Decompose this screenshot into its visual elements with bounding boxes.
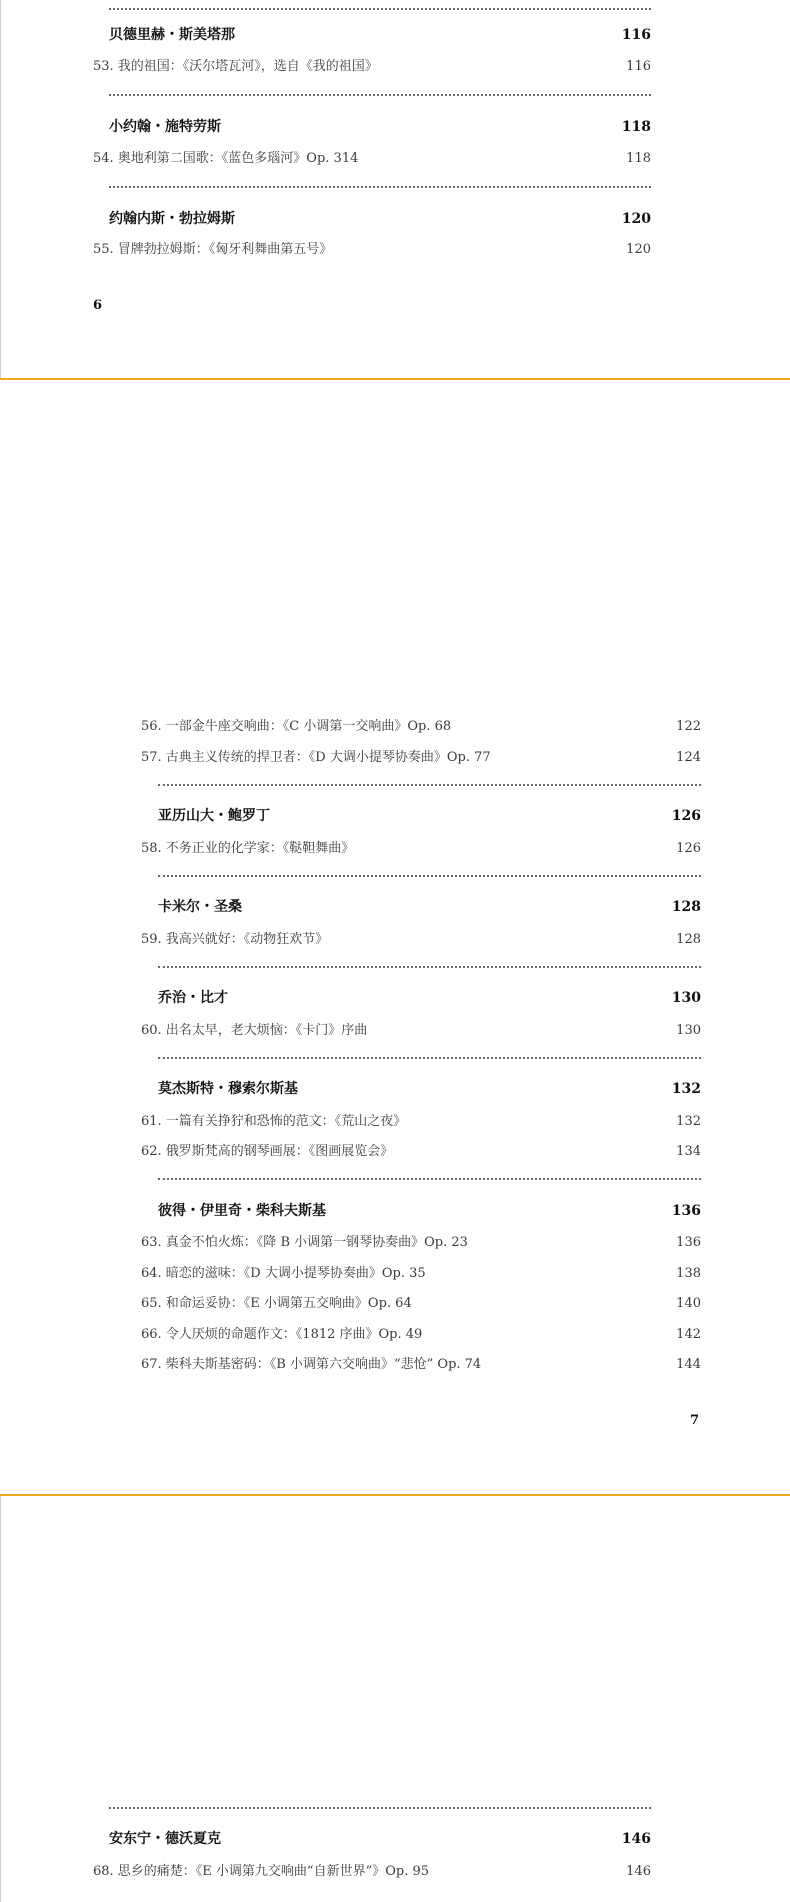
toc-entry — [141, 1323, 701, 1342]
toc-entry — [141, 1262, 701, 1281]
entry-page: 136 — [676, 1235, 701, 1250]
entry-title: 53. 我的祖国：《沃尔塔瓦河》，选自《我的祖国》 — [93, 59, 378, 74]
entry-title: 54. 奥地利第二国歌：《蓝色多瑙河》Op. 314 — [93, 151, 359, 166]
composer-page: 118 — [621, 119, 651, 135]
toc-entry — [141, 1140, 701, 1159]
dotted-separator — [109, 94, 651, 96]
composer-heading — [109, 116, 651, 136]
page-number: 6 — [93, 298, 103, 313]
composer-name: 安东宁・德沃夏克 — [109, 1831, 221, 1847]
entry-page: 144 — [676, 1357, 701, 1372]
entry-title: 59. 我高兴就好：《动物狂欢节》 — [141, 932, 329, 947]
dotted-separator — [158, 966, 701, 968]
composer-heading — [158, 1078, 701, 1098]
page-7 — [0, 380, 790, 1494]
entry-page: 146 — [626, 1864, 651, 1879]
entry-page: 118 — [626, 151, 651, 166]
entry-title: 66. 令人厌烦的命题作文：《1812 序曲》Op. 49 — [141, 1327, 423, 1342]
toc-entry — [141, 1019, 701, 1038]
toc-entry — [93, 147, 651, 166]
toc-entry — [141, 1110, 701, 1129]
page-8 — [0, 1496, 790, 1902]
entry-page: 134 — [676, 1144, 701, 1159]
page-number: 7 — [690, 1413, 700, 1428]
toc-entry — [141, 1292, 701, 1311]
composer-page: 130 — [671, 990, 701, 1006]
entry-page: 138 — [676, 1266, 701, 1281]
entry-title: 63. 真金不怕火炼：《降 B 小调第一钢琴协奏曲》Op. 23 — [141, 1235, 468, 1250]
composer-heading — [109, 208, 651, 228]
entry-page: 142 — [676, 1327, 701, 1342]
entry-title: 55. 冒牌勃拉姆斯：《匈牙利舞曲第五号》 — [93, 242, 333, 257]
entry-title: 58. 不务正业的化学家：《鞑靼舞曲》 — [141, 841, 355, 856]
entry-page: 128 — [676, 932, 701, 947]
entry-title: 67. 柴科夫斯基密码：《B 小调第六交响曲》“悲怆” Op. 74 — [141, 1357, 482, 1372]
composer-name: 贝德里赫・斯美塔那 — [109, 27, 235, 43]
entry-title: 57. 古典主义传统的捍卫者：《D 大调小提琴协奏曲》Op. 77 — [141, 750, 491, 765]
toc-entry — [141, 746, 701, 765]
composer-heading — [109, 24, 651, 44]
toc-entry — [93, 238, 651, 257]
page-6 — [0, 0, 790, 378]
composer-heading — [158, 805, 701, 825]
dotted-separator — [109, 8, 651, 10]
composer-name: 卡米尔・圣桑 — [158, 899, 242, 915]
composer-page: 126 — [671, 808, 701, 824]
composer-name: 彼得・伊里奇・柴科夫斯基 — [158, 1203, 326, 1219]
composer-name: 小约翰・施特劳斯 — [109, 119, 221, 135]
entry-page: 116 — [626, 59, 651, 74]
entry-page: 124 — [676, 750, 701, 765]
entry-page: 126 — [676, 841, 701, 856]
composer-heading — [158, 987, 701, 1007]
entry-page: 120 — [626, 242, 651, 257]
composer-page: 132 — [671, 1081, 701, 1097]
dotted-separator — [158, 1057, 701, 1059]
entry-page: 122 — [676, 719, 701, 734]
dotted-separator — [158, 875, 701, 877]
entry-title: 64. 暗恋的滋味：《D 大调小提琴协奏曲》Op. 35 — [141, 1266, 426, 1281]
composer-name: 莫杰斯特・穆索尔斯基 — [158, 1081, 298, 1097]
entry-page: 140 — [676, 1296, 701, 1311]
composer-page: 116 — [621, 27, 651, 43]
composer-name: 乔治・比才 — [158, 990, 228, 1006]
dotted-separator — [158, 784, 701, 786]
dotted-separator — [109, 1807, 651, 1809]
toc-entry — [141, 928, 701, 947]
composer-page: 128 — [671, 899, 701, 915]
entry-page: 130 — [676, 1023, 701, 1038]
composer-page: 146 — [621, 1831, 651, 1847]
entry-title: 68. 思乡的痛楚：《E 小调第九交响曲“自新世界”》Op. 95 — [93, 1864, 430, 1879]
entry-title: 65. 和命运妥协：《E 小调第五交响曲》Op. 64 — [141, 1296, 412, 1311]
toc-entry — [141, 1353, 701, 1372]
composer-name: 约翰内斯・勃拉姆斯 — [109, 211, 235, 227]
toc-entry — [93, 1860, 651, 1879]
composer-heading — [158, 1200, 701, 1220]
dotted-separator — [158, 1178, 701, 1180]
toc-entry — [141, 837, 701, 856]
entry-page: 132 — [676, 1114, 701, 1129]
composer-page: 136 — [671, 1203, 701, 1219]
entry-title: 61. 一篇有关挣狞和恐怖的范文：《荒山之夜》 — [141, 1114, 407, 1129]
entry-title: 60. 出名太早，老大烦恼：《卡门》序曲 — [141, 1023, 368, 1038]
toc-entry — [141, 1231, 701, 1250]
toc-entry — [93, 55, 651, 74]
composer-name: 亚历山大・鲍罗丁 — [158, 808, 270, 824]
composer-heading — [158, 896, 701, 916]
dotted-separator — [109, 186, 651, 188]
composer-heading — [109, 1828, 651, 1848]
composer-page: 120 — [621, 211, 651, 227]
entry-title: 62. 俄罗斯梵高的钢琴画展：《图画展览会》 — [141, 1144, 394, 1159]
toc-entry — [141, 715, 701, 734]
entry-title: 56. 一部金牛座交响曲：《C 小调第一交响曲》Op. 68 — [141, 719, 452, 734]
